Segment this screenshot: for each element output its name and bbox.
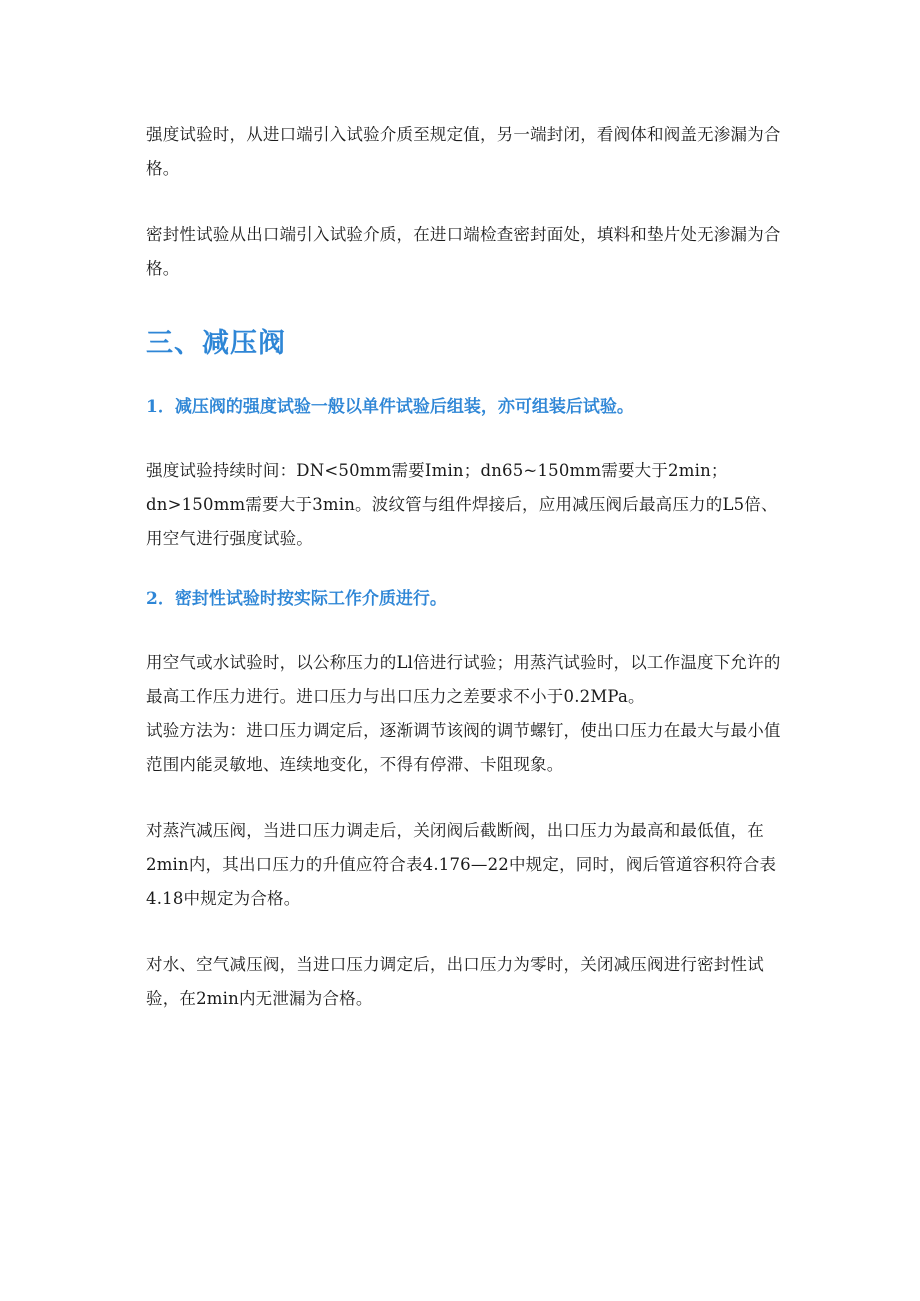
item1-body: 强度试验持续时间：DN<50mm需要Imin；dn65~150mm需要大于2min；dn>150mm需要大于3min。波纹管与组件焊接后，应用减压阀后最高压力的L5倍、用空气进行强度试验。 (146, 461, 778, 548)
document-page (146, 118, 786, 1016)
item1-heading: 1．减压阀的强度试验一般以单件试验后组装，亦可组装后试验。 (146, 397, 634, 417)
item2-body-a: 用空气或水试验时，以公称压力的Ll倍进行试验；用蒸汽试验时，以工作温度下允许的最高工作压力进行。进口压力与出口压力之差要求不小于0.2MPa。 (146, 653, 781, 706)
item2-body-c: 对蒸汽减压阀，当进口压力调走后，关闭阀后截断阀，出口压力为最高和最低值，在2min内，其出口压力的升值应符合表4.176—22中规定，同时，阀后管道容积符合表4.18中规定为合格。 (146, 821, 777, 908)
item2-body-d: 对水、空气减压阀，当进口压力调定后，出口压力为零时，关闭减压阀进行密封性试验，在2min内无泄漏为合格。 (146, 955, 764, 1008)
paragraph-strength-test: 强度试验时，从进口端引入试验介质至规定值，另一端封闭，看阀体和阀盖无渗漏为合格。 (146, 125, 781, 178)
item2-body-b: 试验方法为：进口压力调定后，逐渐调节该阀的调节螺钉，使出口压力在最大与最小值范围内能灵敏地、连续地变化，不得有停滞、卡阻现象。 (146, 721, 781, 774)
item2-heading: 2．密封性试验时按实际工作介质进行。 (146, 589, 447, 609)
section-title: 三、减压阀 (146, 328, 286, 359)
paragraph-seal-test: 密封性试验从出口端引入试验介质，在进口端检查密封面处，填料和垫片处无渗漏为合格。 (146, 225, 781, 278)
